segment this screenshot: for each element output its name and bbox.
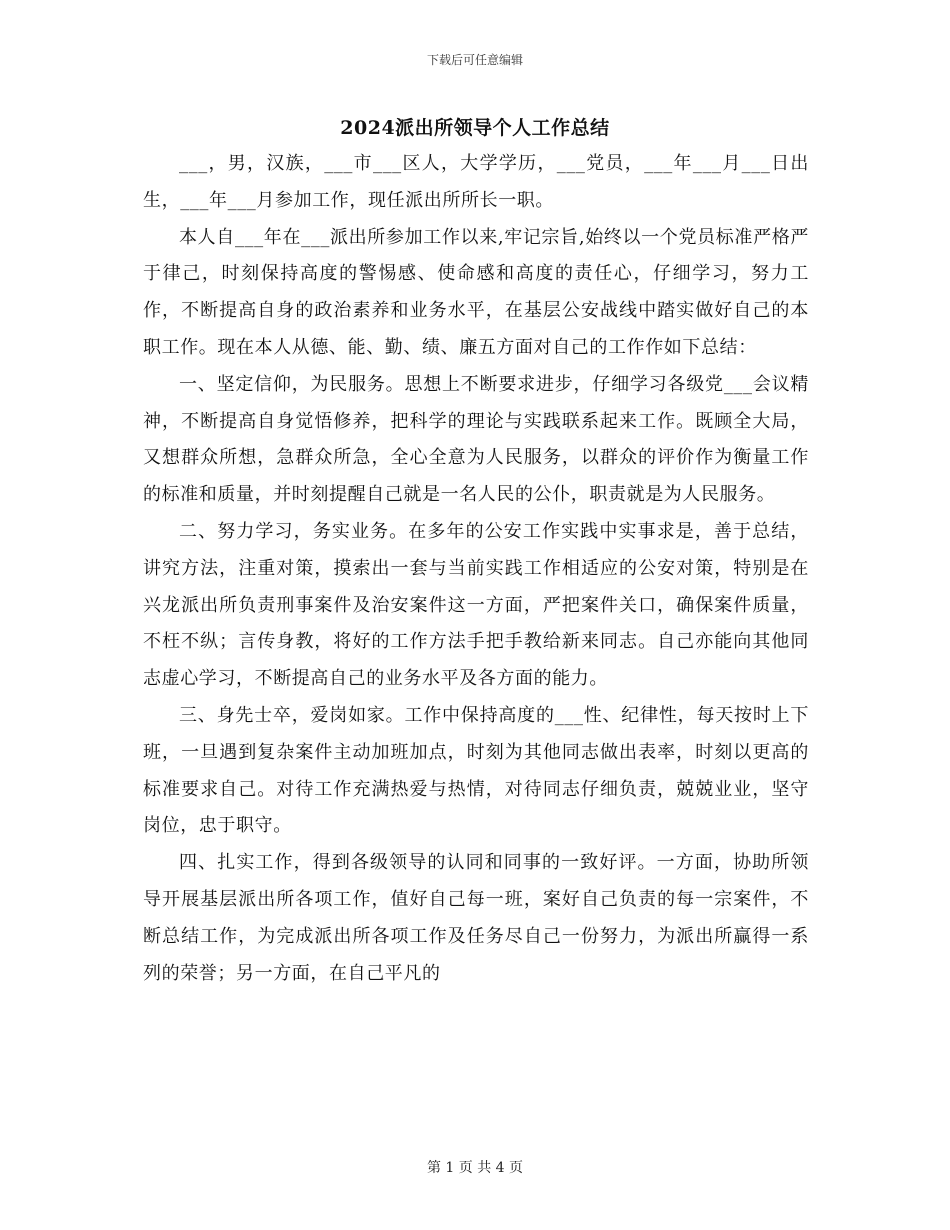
page-header-note: 下载后可任意编辑 [426, 53, 523, 67]
document-body [143, 146, 809, 992]
paragraph-section-four: 四、扎实工作，得到各级领导的认同和同事的一致好评。一方面，协助所领导开展基层派出所各项工作，值好自己每一班，案好自己负责的每一宗案件，不断总结工作，为完成派出所各项工作及任务尽自己一份努力，为派出所赢得一系列的荣誉；另一方面，在自己平凡的 [143, 852, 809, 984]
paragraph-personal-info: ___，男，汉族，___市___区人，大学学历，___党员，___年___月___日出生，___年___月参加工作，现任派出所所长一职。 [143, 153, 809, 211]
paragraph-section-one: 一、坚定信仰，为民服务。思想上不断要求进步，仔细学习各级党___会议精神，不断提高自身觉悟修养，把科学的理论与实践联系起来工作。既顾全大局，又想群众所想，急群众所急，全心全意为人民服务，以群众的评价作为衡量工作的标准和质量，并时刻提醒自己就是一名人民的公仆，职责就是为人民服务。 [143, 373, 809, 506]
paragraph-section-two: 二、努力学习，务实业务。在多年的公安工作实践中实事求是，善于总结，讲究方法，注重对策，摸索出一套与当前实践工作相适应的公安对策，特别是在兴龙派出所负责刑事案件及治安案件这一方面，严把案件关口，确保案件质量，不枉不纵；言传身教，将好的工作方法手把手教给新来同志。自己亦能向其他同志虚心学习，不断提高自己的业务水平及各方面的能力。 [143, 520, 809, 690]
document-title: 2024派出所领导个人工作总结 [340, 117, 610, 139]
paragraph-introduction: 本人自___年在___派出所参加工作以来,牢记宗旨,始终以一个党员标准严格严于律己，时刻保持高度的警惕感、使命感和高度的责任心，仔细学习，努力工作，不断提高自身的政治素养和业务水平，在基层公安战线中踏实做好自己的本职工作。现在本人从德、能、勤、绩、廉五方面对自己的工作作如下总结： [143, 226, 809, 358]
paragraph-section-three: 三、身先士卒，爱岗如家。工作中保持高度的___性、纪律性，每天按时上下班，一旦遇到复杂案件主动加班加点，时刻为其他同志做出表率，时刻以更高的标准要求自己。对待工作充满热爱与热情，对待同志仔细负责，兢兢业业，坚守岗位，忠于职守。 [143, 704, 809, 837]
page-number-footer: 第 1 页 共 4 页 [426, 1160, 524, 1176]
